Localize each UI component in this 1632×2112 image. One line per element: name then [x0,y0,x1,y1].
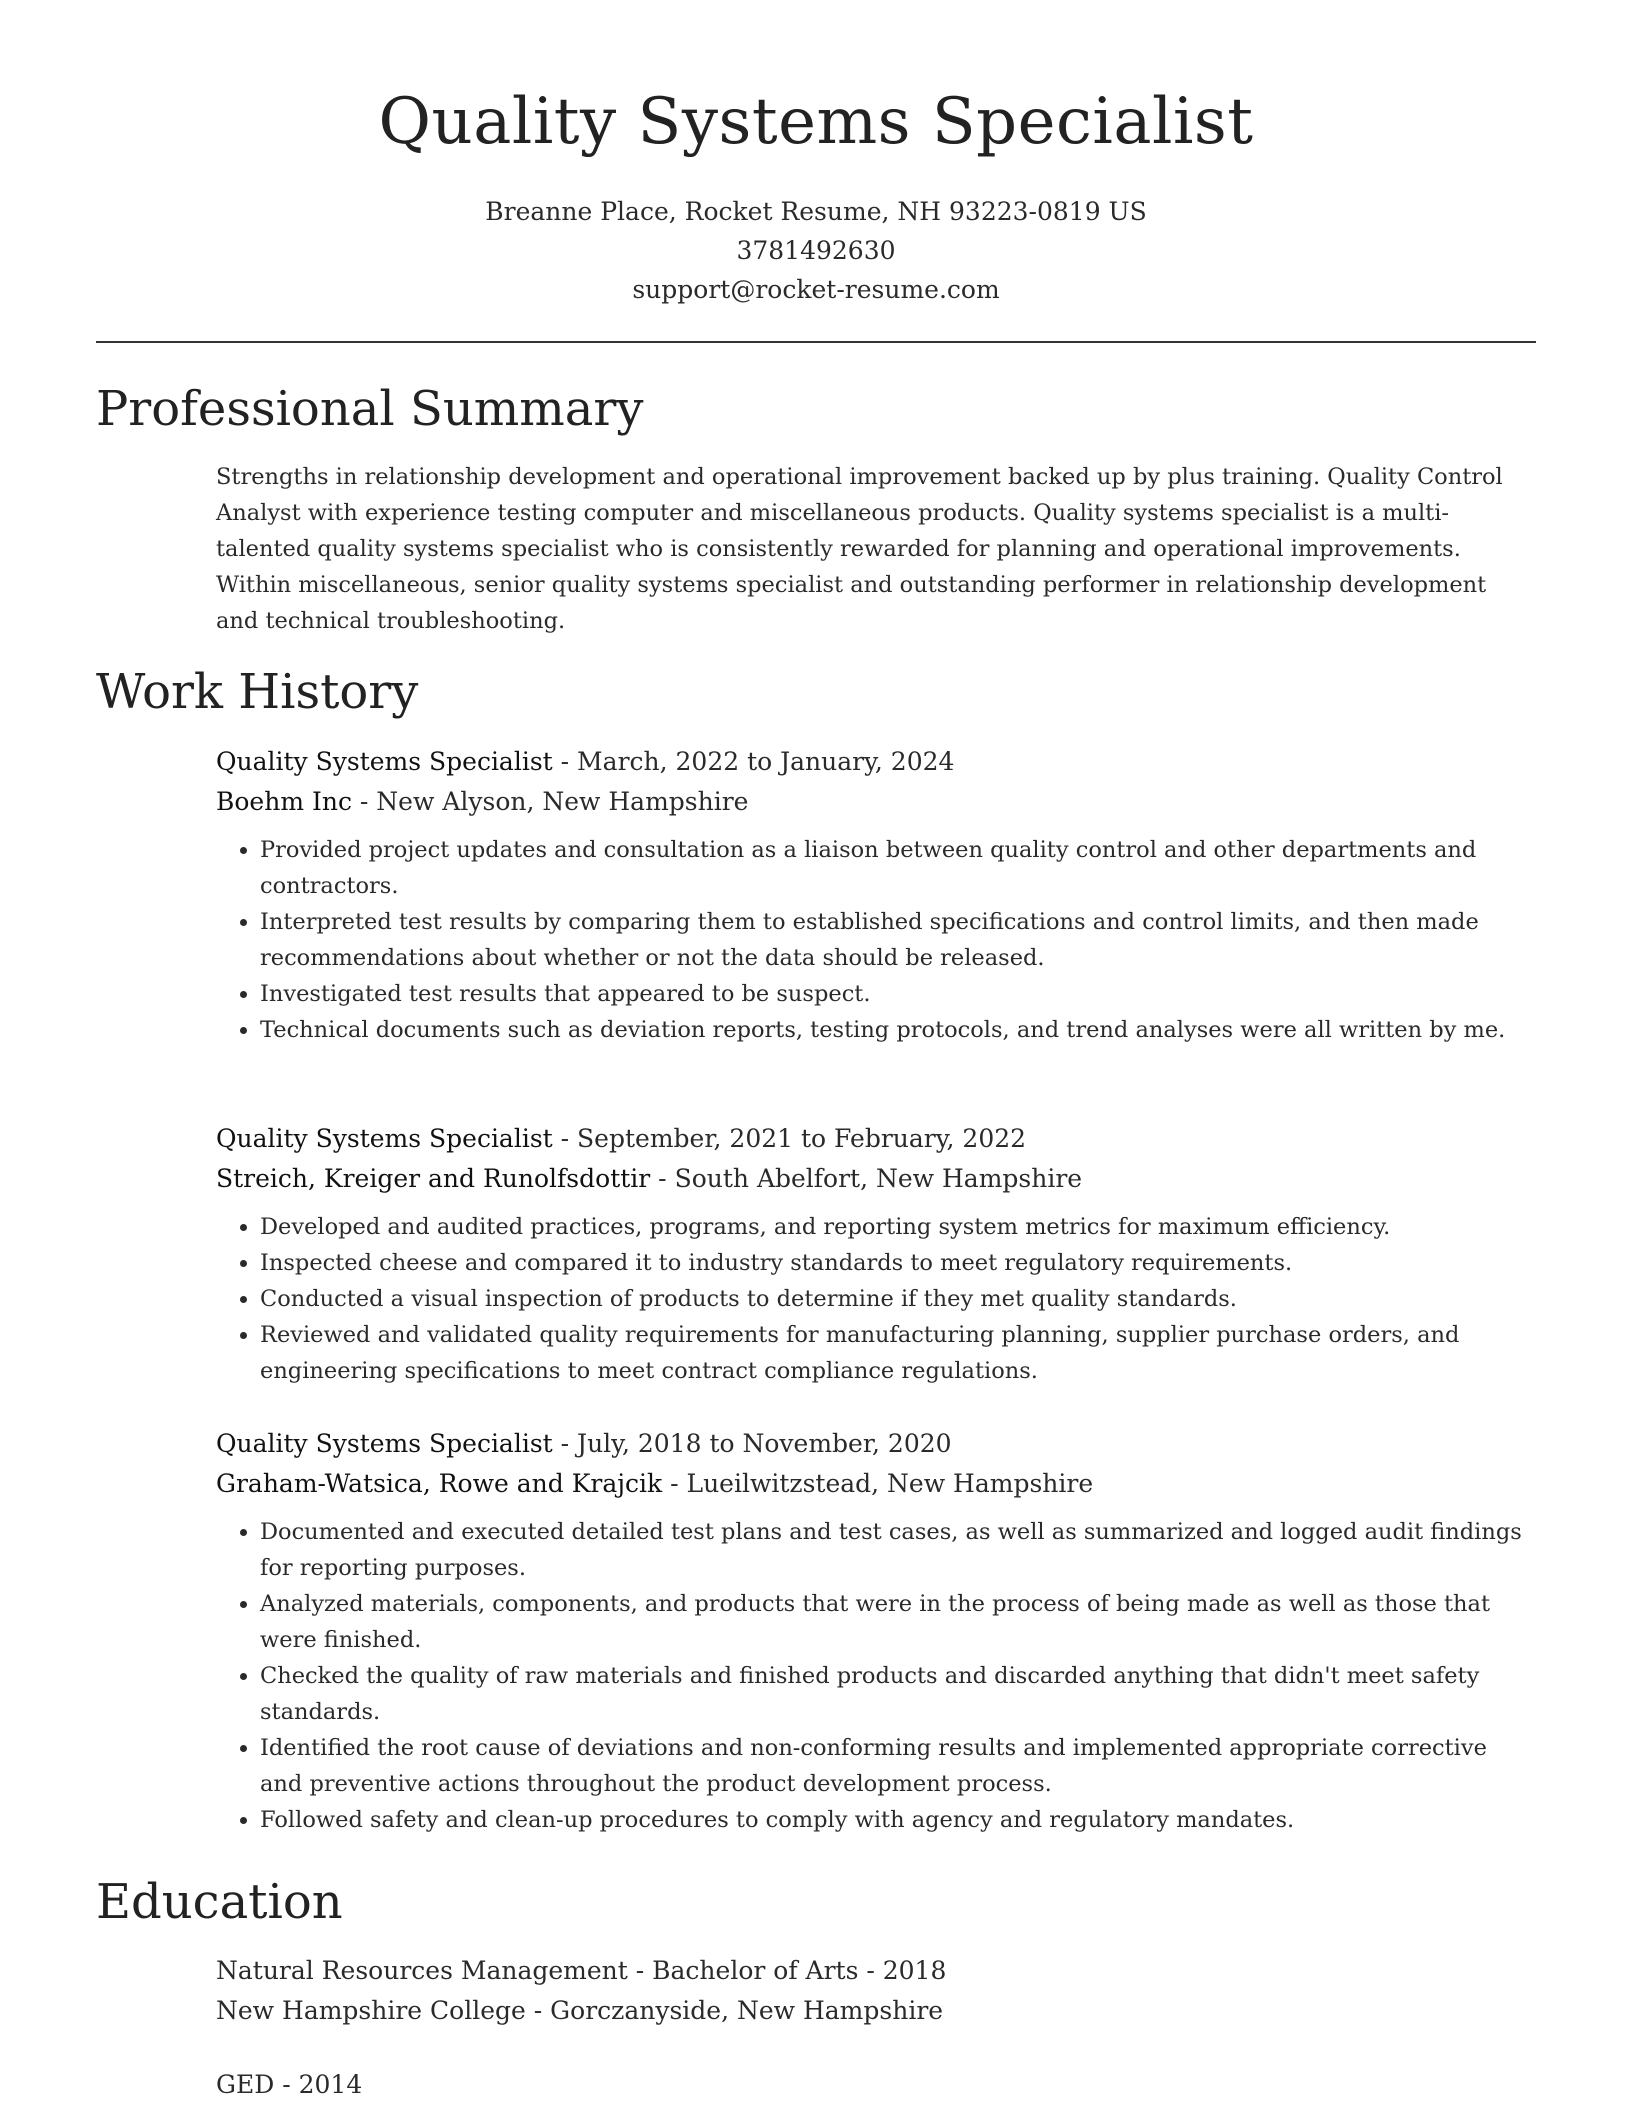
contact-phone: 3781492630 [736,236,896,265]
job-company: Boehm Inc [216,787,352,816]
job-title-line [216,1119,1536,1159]
education-location: - Gorczanyside, New Hampshire [525,1996,944,2025]
job-bullet: • Followed safety and clean-up procedures to comply with agency and regulatory mandates. [260,1802,1536,1838]
section-title-work-history: Work History [96,664,419,720]
job-bullet: • Inspected cheese and compared it to industry standards to meet regulatory requirements. [260,1245,1536,1281]
job-bullet: • Analyzed materials, components, and products that were in the process of being made as well as those that were finished. [260,1586,1536,1658]
job-location: - South Abelfort, New Hampshire [650,1164,1083,1193]
job-bullet: • Checked the quality of raw materials and finished products and discarded anything that didn't meet safety standards. [260,1658,1536,1730]
contact-email: support@rocket-resume.com [632,275,1000,304]
education-entry [216,2065,1516,2105]
header-divider [96,341,1536,343]
job-bullet: • Interpreted test results by comparing them to established specifications and control limits, and then made recommendations about whether or not the data should be released. [260,904,1536,976]
education-entry [216,1951,1516,2031]
job-bullet: • Provided project updates and consultation as a liaison between quality control and other departments and contractors. [260,832,1536,904]
job-bullet: • Technical documents such as deviation reports, testing protocols, and trend analyses were all written by me. [260,1012,1536,1048]
contact-address: Breanne Place, Rocket Resume, NH 93223-0819 US [485,197,1147,226]
job-bullet-list [216,1209,1536,1389]
job-bullet: • Investigated test results that appeared to be suspect. [260,976,1536,1012]
education-school-line [216,1991,1516,2031]
job-company-line [216,1464,1536,1504]
job-company-line [216,782,1536,822]
section-title-summary: Professional Summary [96,381,644,437]
summary-text: Strengths in relationship development and operational improvement backed up by plus training. Quality Control Analyst with experience testing computer and miscellaneous products. Quality systems specialist is a multi-talented quality systems specialist who is consistently rewarded for planning and operational improvements. Within miscellaneous, senior quality systems specialist and outstanding performer in relationship development and technical troubleshooting. [216,464,1503,634]
job-company: Streich, Kreiger and Runolfsdottir [216,1164,651,1193]
job-location: - Lueilwitzstead, New Hampshire [662,1469,1094,1498]
job-role: Quality Systems Specialist [216,1429,553,1458]
job-dates: - March, 2022 to January, 2024 [552,747,955,776]
job-entry [216,742,1536,1048]
job-bullet-list [216,1514,1536,1838]
job-bullet-list [216,832,1536,1048]
job-company-line [216,1159,1536,1199]
job-entry [216,1119,1536,1389]
contact-block [0,192,1632,309]
job-bullet: • Documented and executed detailed test plans and test cases, as well as summarized and logged audit findings for reporting purposes. [260,1514,1536,1586]
job-bullet: • Reviewed and validated quality requirements for manufacturing planning, supplier purchase orders, and engineering specifications to meet contract compliance regulations. [260,1317,1536,1389]
job-title-line [216,742,1536,782]
education-school: New Hampshire College [216,1996,526,2025]
job-entry [216,1424,1536,1838]
job-location: - New Alyson, New Hampshire [351,787,749,816]
job-bullet: • Identified the root cause of deviations and non-conforming results and implemented appropriate corrective and preventive actions throughout the product development process. [260,1730,1536,1802]
job-role: Quality Systems Specialist [216,1124,553,1153]
section-title-education: Education [96,1874,343,1930]
job-bullet: • Developed and audited practices, programs, and reporting system metrics for maximum efficiency. [260,1209,1536,1245]
resume-name-title: Quality Systems Specialist [378,85,1254,159]
education-degree-line: GED - 2014 [216,2070,363,2099]
job-dates: - July, 2018 to November, 2020 [552,1429,952,1458]
job-bullet: • Conducted a visual inspection of products to determine if they met quality standards. [260,1281,1536,1317]
job-company: Graham-Watsica, Rowe and Krajcik [216,1469,663,1498]
job-role: Quality Systems Specialist [216,747,553,776]
job-dates: - September, 2021 to February, 2022 [552,1124,1027,1153]
education-degree-line: Natural Resources Management - Bachelor of Arts - 2018 [216,1956,947,1985]
job-title-line [216,1424,1536,1464]
